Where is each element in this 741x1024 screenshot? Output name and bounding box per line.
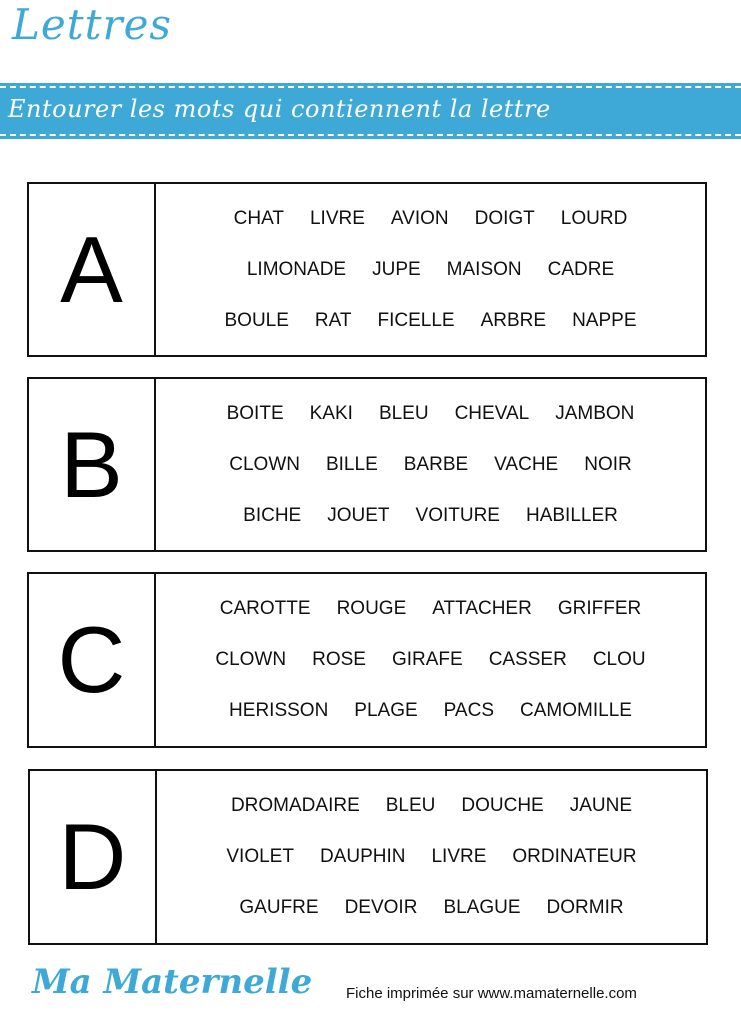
word-item[interactable]: GAUFRE <box>239 897 319 918</box>
target-letter: B <box>29 379 156 550</box>
word-list <box>156 184 705 355</box>
word-item[interactable]: ATTACHER <box>432 598 532 619</box>
word-item[interactable]: DEVOIR <box>344 897 418 918</box>
exercise-box <box>28 769 708 945</box>
word-item[interactable]: DOIGT <box>474 207 535 229</box>
word-list <box>156 574 705 746</box>
word-item[interactable]: NOIR <box>584 453 632 475</box>
word-item[interactable]: HERISSON <box>229 700 329 721</box>
word-row <box>164 295 697 346</box>
word-item[interactable]: CLOWN <box>215 649 287 670</box>
word-item[interactable]: CAROTTE <box>219 598 311 619</box>
word-row <box>164 490 697 541</box>
word-row <box>164 244 697 295</box>
word-row <box>164 193 697 244</box>
word-item[interactable]: JAMBON <box>555 402 635 424</box>
word-item[interactable]: VACHE <box>494 453 559 475</box>
word-item[interactable]: VOITURE <box>415 504 500 526</box>
word-item[interactable]: AVION <box>390 207 449 229</box>
word-item[interactable]: KAKI <box>309 402 353 424</box>
word-item[interactable]: BOULE <box>224 309 289 331</box>
word-item[interactable]: NAPPE <box>572 309 637 331</box>
word-item[interactable]: CLOWN <box>229 453 300 475</box>
word-row <box>164 635 697 686</box>
word-item[interactable]: DOUCHE <box>461 795 544 816</box>
word-item[interactable]: BARBE <box>403 453 469 475</box>
word-item[interactable]: CASSER <box>488 649 567 670</box>
word-row <box>165 781 698 832</box>
word-row <box>165 883 698 934</box>
target-letter: A <box>29 184 156 355</box>
word-item[interactable]: LIMONADE <box>246 258 347 280</box>
word-row <box>164 584 697 635</box>
word-item[interactable]: CADRE <box>547 258 615 280</box>
word-row <box>164 686 697 737</box>
target-letter: C <box>29 574 156 746</box>
instruction-banner <box>0 86 741 136</box>
word-item[interactable]: RAT <box>314 309 352 331</box>
word-item[interactable]: BLEU <box>378 402 429 424</box>
word-item[interactable]: JUPE <box>372 258 421 280</box>
word-item[interactable]: PLAGE <box>354 700 418 721</box>
word-row <box>165 832 698 883</box>
instruction-text: Entourer les mots qui contiennent la lettre <box>8 95 551 123</box>
word-item[interactable]: ROSE <box>312 649 366 670</box>
word-item[interactable]: ROUGE <box>336 598 407 619</box>
exercise-box <box>27 377 707 552</box>
word-item[interactable]: BOITE <box>226 402 284 424</box>
word-item[interactable]: BILLE <box>325 453 378 475</box>
word-item[interactable]: VIOLET <box>226 846 294 867</box>
brand-logo: Ma Maternelle <box>32 962 313 1002</box>
word-item[interactable]: BICHE <box>243 504 302 526</box>
word-item[interactable]: JOUET <box>327 504 390 526</box>
word-item[interactable]: LIVRE <box>431 846 487 867</box>
word-list <box>156 379 705 550</box>
footer-note: Fiche imprimée sur www.mamaternelle.com <box>346 985 637 1002</box>
word-item[interactable]: BLAGUE <box>443 897 521 918</box>
target-letter: D <box>30 771 157 943</box>
word-item[interactable]: LOURD <box>560 207 628 229</box>
word-item[interactable]: JAUNE <box>569 795 633 816</box>
word-item[interactable]: GRIFFER <box>557 598 642 619</box>
word-item[interactable]: DROMADAIRE <box>230 795 360 816</box>
word-list <box>157 771 706 943</box>
word-row <box>164 388 697 439</box>
page-title: Lettres <box>12 0 172 49</box>
word-item[interactable]: HABILLER <box>525 504 618 526</box>
word-item[interactable]: CLOU <box>592 649 646 670</box>
word-item[interactable]: LIVRE <box>309 207 365 229</box>
word-item[interactable]: MAISON <box>446 258 522 280</box>
exercise-box <box>27 572 707 748</box>
word-item[interactable]: FICELLE <box>377 309 455 331</box>
exercise-box <box>27 182 707 357</box>
word-item[interactable]: ORDINATEUR <box>512 846 637 867</box>
word-item[interactable]: DORMIR <box>546 897 624 918</box>
word-item[interactable]: CAMOMILLE <box>520 700 632 721</box>
word-item[interactable]: CHAT <box>233 207 284 229</box>
word-item[interactable]: DAUPHIN <box>319 846 406 867</box>
word-item[interactable]: GIRAFE <box>391 649 463 670</box>
word-item[interactable]: ARBRE <box>480 309 547 331</box>
word-item[interactable]: CHEVAL <box>454 402 530 424</box>
word-item[interactable]: PACS <box>443 700 495 721</box>
word-row <box>164 439 697 490</box>
word-item[interactable]: BLEU <box>385 795 436 816</box>
